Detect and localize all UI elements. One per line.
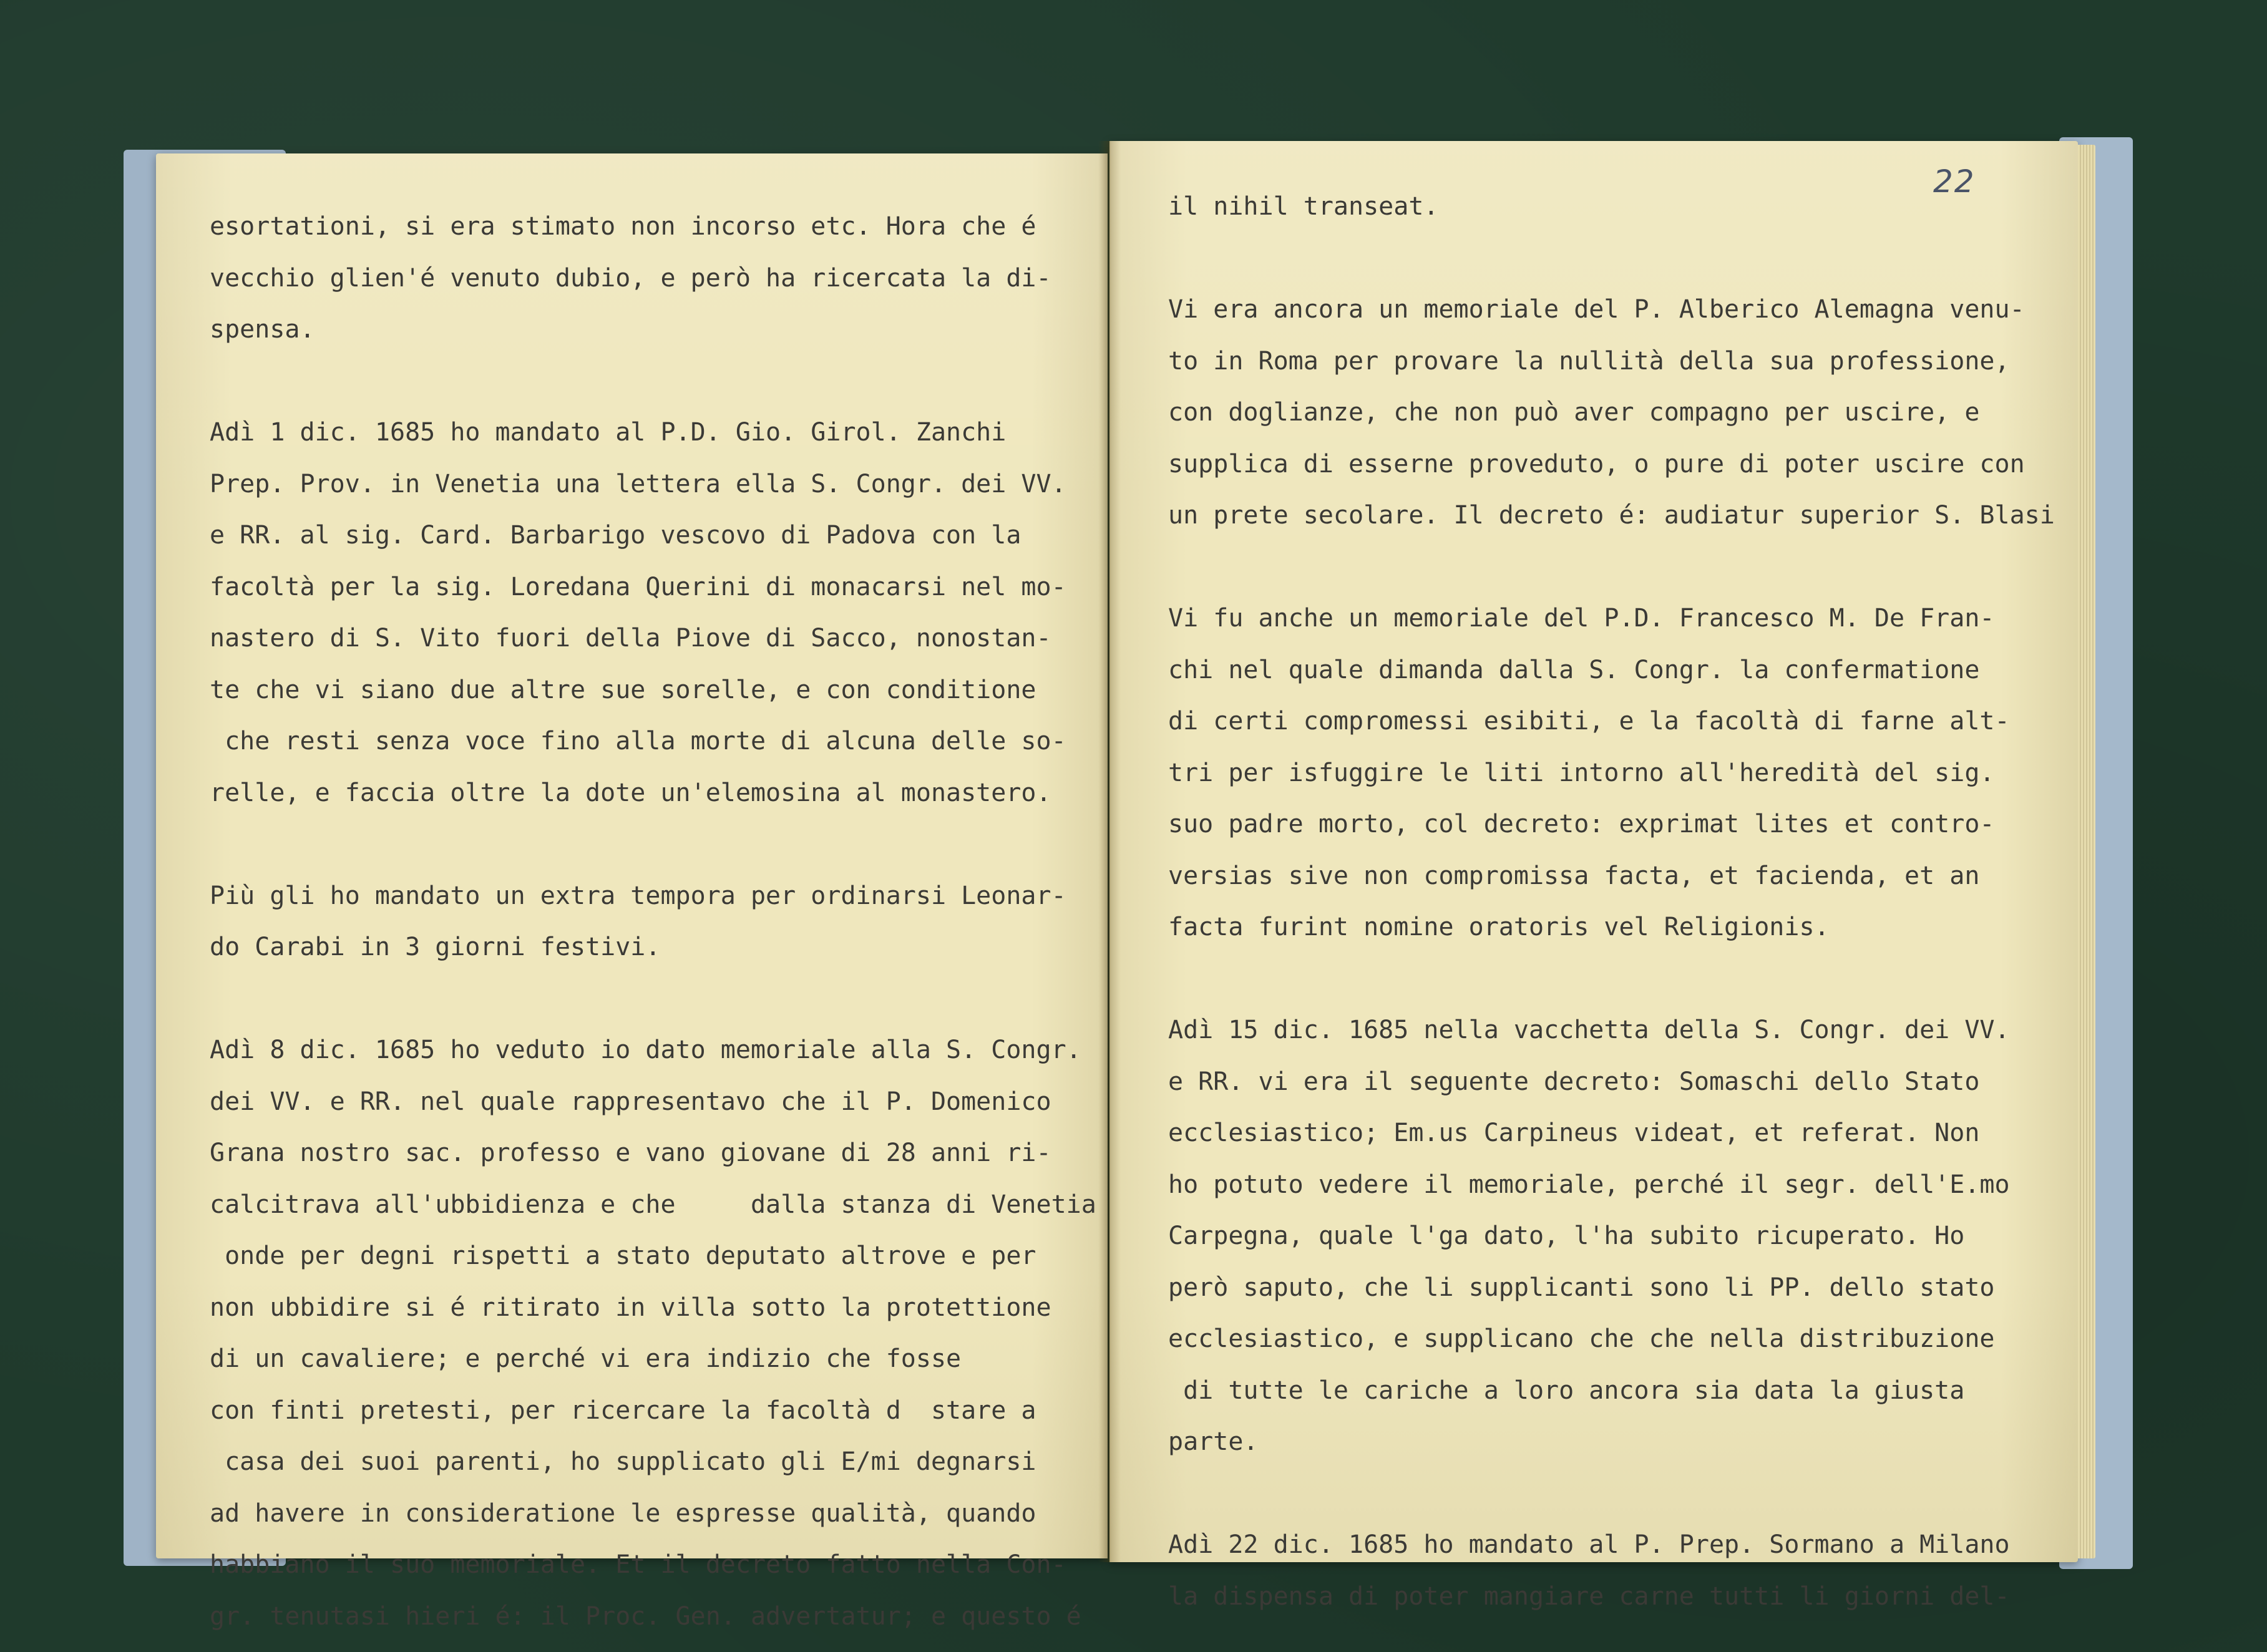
text-line: tri per isfuggire le liti intorno all'heredità del sig. (1168, 758, 1995, 787)
text-line: Adì 1 dic. 1685 ho mandato al P.D. Gio. Girol. Zanchi (210, 418, 1007, 447)
text-line: facta furint nomine oratoris vel Religionis. (1168, 913, 1830, 941)
text-line: versias sive non compromissa facta, et facienda, et an (1168, 861, 1980, 890)
text-line: la dispensa di poter mangiare carne tutti li giorni del- (1168, 1582, 2010, 1611)
text-line: spensa. (210, 315, 315, 344)
text-line: gr. tenutasi hieri é: il Proc. Gen. advertatur; e questo é (210, 1601, 1081, 1631)
text-line: con finti pretesti, per ricercare la facoltà d stare a (210, 1396, 1036, 1425)
text-line: il nihil transeat. (1168, 192, 1439, 221)
text-line: onde per degni rispetti a stato deputato altrove e per (210, 1241, 1036, 1270)
text-line: Adì 15 dic. 1685 nella vacchetta della S. Congr. dei VV. (1168, 1016, 2010, 1044)
text-line (1168, 1468, 2055, 1520)
text-line: di tutte le cariche a loro ancora sia data la giusta (1168, 1376, 1965, 1405)
text-line: Carpegna, quale l'ga dato, l'ha subito ricuperato. Ho (1168, 1222, 1965, 1250)
text-line: do Carabi in 3 giorni festivi. (210, 933, 661, 961)
text-line: relle, e faccia oltre la dote un'elemosina al monastero. (210, 778, 1051, 807)
text-line: un prete secolare. Il decreto é: audiatur superior S. Blasi (1168, 501, 2055, 530)
text-line: ho potuto vedere il memoriale, perché il segr. dell'E.mo (1168, 1170, 2010, 1199)
page-edges (2078, 145, 2095, 1558)
book-gutter (1098, 141, 1121, 1562)
text-line: casa dei suoi parenti, ho supplicato gli E/mi degnarsi (210, 1447, 1036, 1476)
text-line: però saputo, che li supplicanti sono li PP. dello stato (1168, 1273, 1995, 1302)
text-line: facoltà per la sig. Loredana Querini di monacarsi nel mo- (210, 572, 1066, 601)
text-line: Grana nostro sac. professo e vano giovane di 28 anni ri- (210, 1139, 1051, 1167)
text-line (210, 356, 1096, 407)
text-line: esortationi, si era stimato non incorso etc. Hora che é (210, 212, 1036, 241)
text-line: non ubbidire si é ritirato in villa sotto la protettione (210, 1293, 1051, 1322)
text-line: calcitrava all'ubbidienza e che dalla stanza di Venetia (210, 1190, 1096, 1219)
text-line: con doglianze, che non può aver compagno per uscire, e (1168, 398, 1980, 427)
text-line (1168, 953, 2055, 1005)
text-line (1168, 233, 2055, 284)
text-line: vecchio glien'é venuto dubio, e però ha ricercata la di- (210, 263, 1051, 293)
text-line: di un cavaliere; e perché vi era indizio che fosse (210, 1344, 962, 1373)
text-line: te che vi siano due altre sue sorelle, e con conditione (210, 675, 1036, 704)
text-line: ad havere in consideratione le espresse qualità, quando (210, 1499, 1036, 1528)
text-line: ecclesiastico; Em.us Carpineus videat, et referat. Non (1168, 1119, 1980, 1147)
text-line (210, 819, 1096, 870)
text-line (1168, 542, 2055, 593)
left-page-text (210, 201, 1096, 1642)
text-line (210, 973, 1096, 1025)
text-line: Prep. Prov. in Venetia una lettera ella S. Congr. dei VV. (210, 469, 1066, 498)
text-line: e RR. al sig. Card. Barbarigo vescovo di Padova con la (210, 521, 1021, 550)
text-line: e RR. vi era il seguente decreto: Somaschi dello Stato (1168, 1067, 1980, 1096)
text-line: di certi compromessi esibiti, e la facoltà di farne alt- (1168, 707, 2010, 736)
text-line: Adì 22 dic. 1685 ho mandato al P. Prep. Sormano a Milano (1168, 1530, 2010, 1559)
text-line: chi nel quale dimanda dalla S. Congr. la confermatione (1168, 655, 1980, 684)
text-line: che resti senza voce fino alla morte di alcuna delle so- (210, 727, 1066, 756)
right-page-text (1168, 181, 2055, 1622)
text-line: nastero di S. Vito fuori della Piove di Sacco, nonostan- (210, 624, 1051, 653)
text-line: Adì 8 dic. 1685 ho veduto io dato memoriale alla S. Congr. (210, 1036, 1081, 1064)
text-line: habbiano il suo memoriale. Et il decreto fatto nella Con- (210, 1550, 1066, 1579)
text-line: Più gli ho mandato un extra tempora per ordinarsi Leonar- (210, 881, 1066, 910)
text-line: supplica di esserne proveduto, o pure di poter uscire con (1168, 449, 2025, 479)
text-line: to in Roma per provare la nullità della sua professione, (1168, 346, 2010, 376)
text-line: ecclesiastico, e supplicano che che nella distribuzione (1168, 1324, 1995, 1353)
text-line: suo padre morto, col decreto: exprimat lites et contro- (1168, 810, 1995, 838)
page-number: 22 (1933, 163, 1976, 200)
text-line: Vi era ancora un memoriale del P. Alberico Alemagna venu- (1168, 295, 2025, 324)
text-line: Vi fu anche un memoriale del P.D. Francesco M. De Fran- (1168, 604, 1995, 633)
text-line: dei VV. e RR. nel quale rappresentavo che il P. Domenico (210, 1087, 1051, 1116)
text-line: parte. (1168, 1427, 1259, 1456)
